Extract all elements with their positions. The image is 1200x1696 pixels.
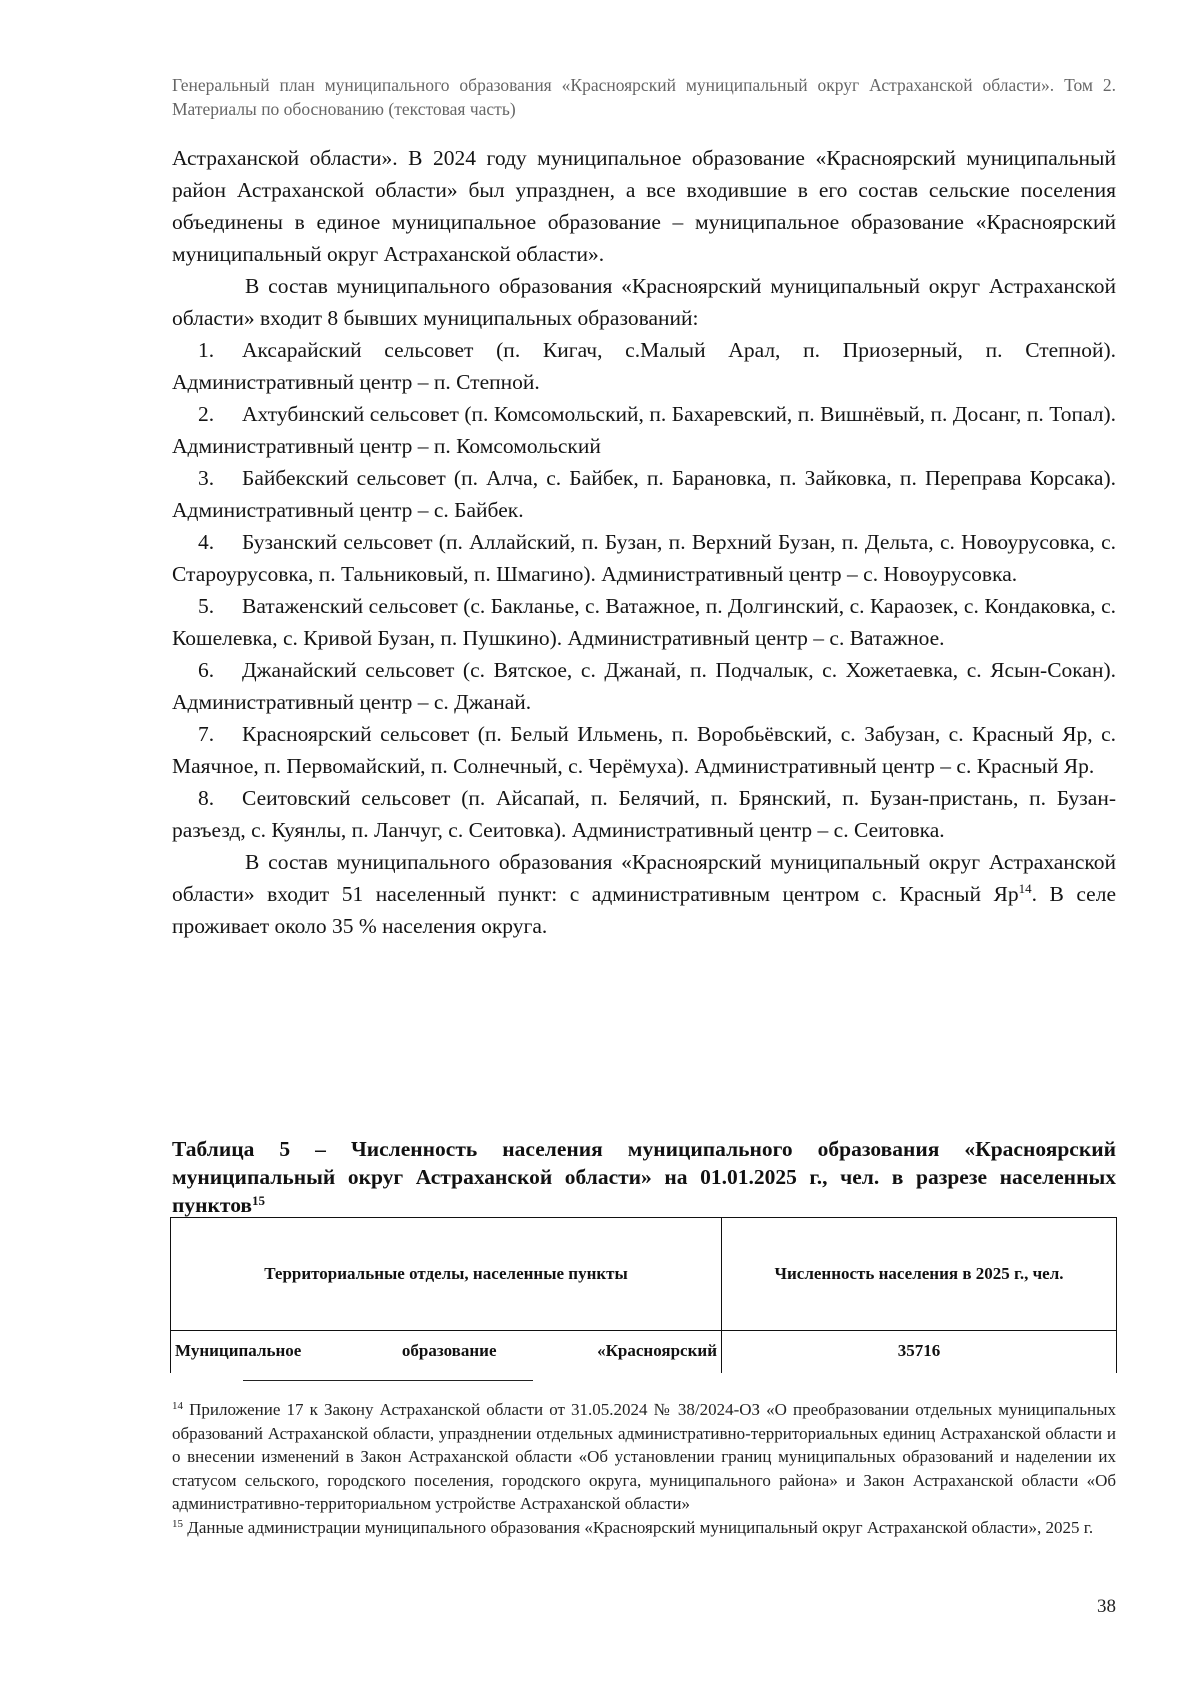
list-item bbox=[172, 526, 1116, 590]
list-number: 3. bbox=[198, 466, 215, 490]
list-text: Аксарайский сельсовет (п. Кигач, с.Малый Арал, п. Приозерный, п. Степной). Административный центр – п. Степной. bbox=[172, 338, 1116, 394]
footnote-separator bbox=[243, 1380, 533, 1381]
list-text: Байбекский сельсовет (п. Алча, с. Байбек, п. Барановка, п. Зайковка, п. Переправа Корсака). Административный центр – с. Байбек. bbox=[172, 466, 1116, 522]
footnote-number: 15 bbox=[172, 1517, 183, 1530]
list-number: 7. bbox=[198, 722, 215, 746]
footnote-ref-14[interactable]: 14 bbox=[1018, 881, 1032, 896]
table-caption bbox=[172, 1135, 1116, 1219]
list-item bbox=[172, 398, 1116, 462]
footnote-14 bbox=[172, 1398, 1116, 1516]
list-number: 5. bbox=[198, 594, 215, 618]
footnote-text: Данные администрации муниципального образования «Красноярский муниципальный округ Астраханской области», 2025 г. bbox=[187, 1517, 1094, 1537]
paragraph-settlements bbox=[172, 846, 1116, 942]
list-item bbox=[172, 462, 1116, 526]
footnote-ref-15[interactable]: 15 bbox=[252, 1193, 266, 1208]
list-number: 2. bbox=[198, 402, 215, 426]
list-item bbox=[172, 334, 1116, 398]
footnotes bbox=[172, 1398, 1116, 1539]
table-caption-text: Таблица 5 – Численность населения муниципального образования «Красноярский муниципальный округ Астраханской области» на 01.01.2025 г., чел. в разрезе населенных пунктов bbox=[172, 1137, 1116, 1217]
settlement-word: образование bbox=[401, 1341, 497, 1360]
population-cell: 35716 bbox=[722, 1331, 1117, 1374]
footnote-text: Приложение 17 к Закону Астраханской области от 31.05.2024 № 38/2024-ОЗ «О преобразовании отдельных муниципальных образований Астраханской области, упразднении отдельных административно-территориальных единиц Астраханской области и о внесении изменений в Закон Астраханской области «Об установлении границ муниципальных образований и наделении их статусом сельского, городского поселения, городского округа, муниципального района» и Закон Астраханской области «Об административно-территориальном устройстве Астраханской области» bbox=[172, 1400, 1117, 1513]
body-text bbox=[172, 142, 1116, 942]
paragraph-intro: Астраханской области». В 2024 году муниципальное образование «Красноярский муниципальный район Астраханской области» был упразднен, а все входившие в его состав сельские поселения объединены в единое муниципальное образование – муниципальное образование «Красноярский муниципальный округ Астраханской области». bbox=[172, 146, 1116, 266]
list-number: 4. bbox=[198, 530, 215, 554]
footnote-15 bbox=[172, 1516, 1116, 1540]
list-item bbox=[172, 718, 1116, 782]
settlement-cell bbox=[171, 1331, 722, 1374]
column-header-population: Численность населения в 2025 г., чел. bbox=[722, 1218, 1117, 1331]
list-text: Джанайский сельсовет (с. Вятское, с. Джанай, п. Подчалык, с. Хожетаевка, с. Ясын-Сокан). Административный центр – с. Джанай. bbox=[172, 658, 1116, 714]
list-text: Ахтубинский сельсовет (п. Комсомольский, п. Бахаревский, п. Вишнёвый, п. Досанг, п. Топал). Административный центр – п. Комсомольский bbox=[172, 402, 1116, 458]
column-header-settlements: Территориальные отделы, населенные пункты bbox=[171, 1218, 722, 1331]
paragraph-settlements-text: В состав муниципального образования «Красноярский муниципальный округ Астраханской области» входит 51 населенный пункт: с административным центром с. Красный Яр bbox=[172, 850, 1116, 906]
table-row bbox=[171, 1331, 1117, 1374]
list-item bbox=[172, 654, 1116, 718]
list-number: 6. bbox=[198, 658, 215, 682]
list-number: 8. bbox=[198, 786, 215, 810]
list-item bbox=[172, 782, 1116, 846]
list-text: Сеитовский сельсовет (п. Айсапай, п. Белячий, п. Брянский, п. Бузан-пристань, п. Бузан-разъезд, с. Куянлы, п. Ланчуг, с. Сеитовка). Административный центр – с. Сеитовка. bbox=[172, 786, 1116, 842]
table-header-row bbox=[171, 1218, 1117, 1331]
settlement-word: «Красноярский bbox=[597, 1341, 717, 1360]
list-number: 1. bbox=[198, 338, 215, 362]
footnote-number: 14 bbox=[172, 1400, 183, 1412]
paragraph-settlements-tail: . В селе проживает около 35 % населения округа. bbox=[172, 882, 1116, 938]
list-text: Красноярский сельсовет (п. Белый Ильмень, п. Воробьёвский, с. Забузан, с. Красный Яр, с. Маячное, п. Первомайский, п. Солнечный, с. Черёмуха). Административный центр – с. Красный Яр. bbox=[172, 722, 1116, 778]
paragraph-composition: В состав муниципального образования «Красноярский муниципальный округ Астраханской области» входит 8 бывших муниципальных образований: bbox=[172, 274, 1116, 330]
list-text: Ватаженский сельсовет (с. Бакланье, с. Ватажное, п. Долгинский, с. Караозек, с. Кондаковка, с. Кошелевка, с. Кривой Бузан, п. Пушкино). Административный центр – с. Ватажное. bbox=[172, 594, 1116, 650]
list-item bbox=[172, 590, 1116, 654]
running-header: Генеральный план муниципального образования «Красноярский муниципальный округ Астраханской области». Том 2. Материалы по обоснованию (текстовая часть) bbox=[172, 75, 1116, 119]
page-number: 38 bbox=[1097, 1596, 1116, 1617]
population-table bbox=[170, 1217, 1117, 1373]
settlement-word: Муниципальное bbox=[175, 1341, 302, 1360]
list-text: Бузанский сельсовет (п. Аллайский, п. Бузан, п. Верхний Бузан, п. Дельта, с. Новоурусовка, с. Староурусовка, п. Тальниковый, п. Шмагино). Административный центр – с. Новоурусовка. bbox=[172, 530, 1116, 586]
